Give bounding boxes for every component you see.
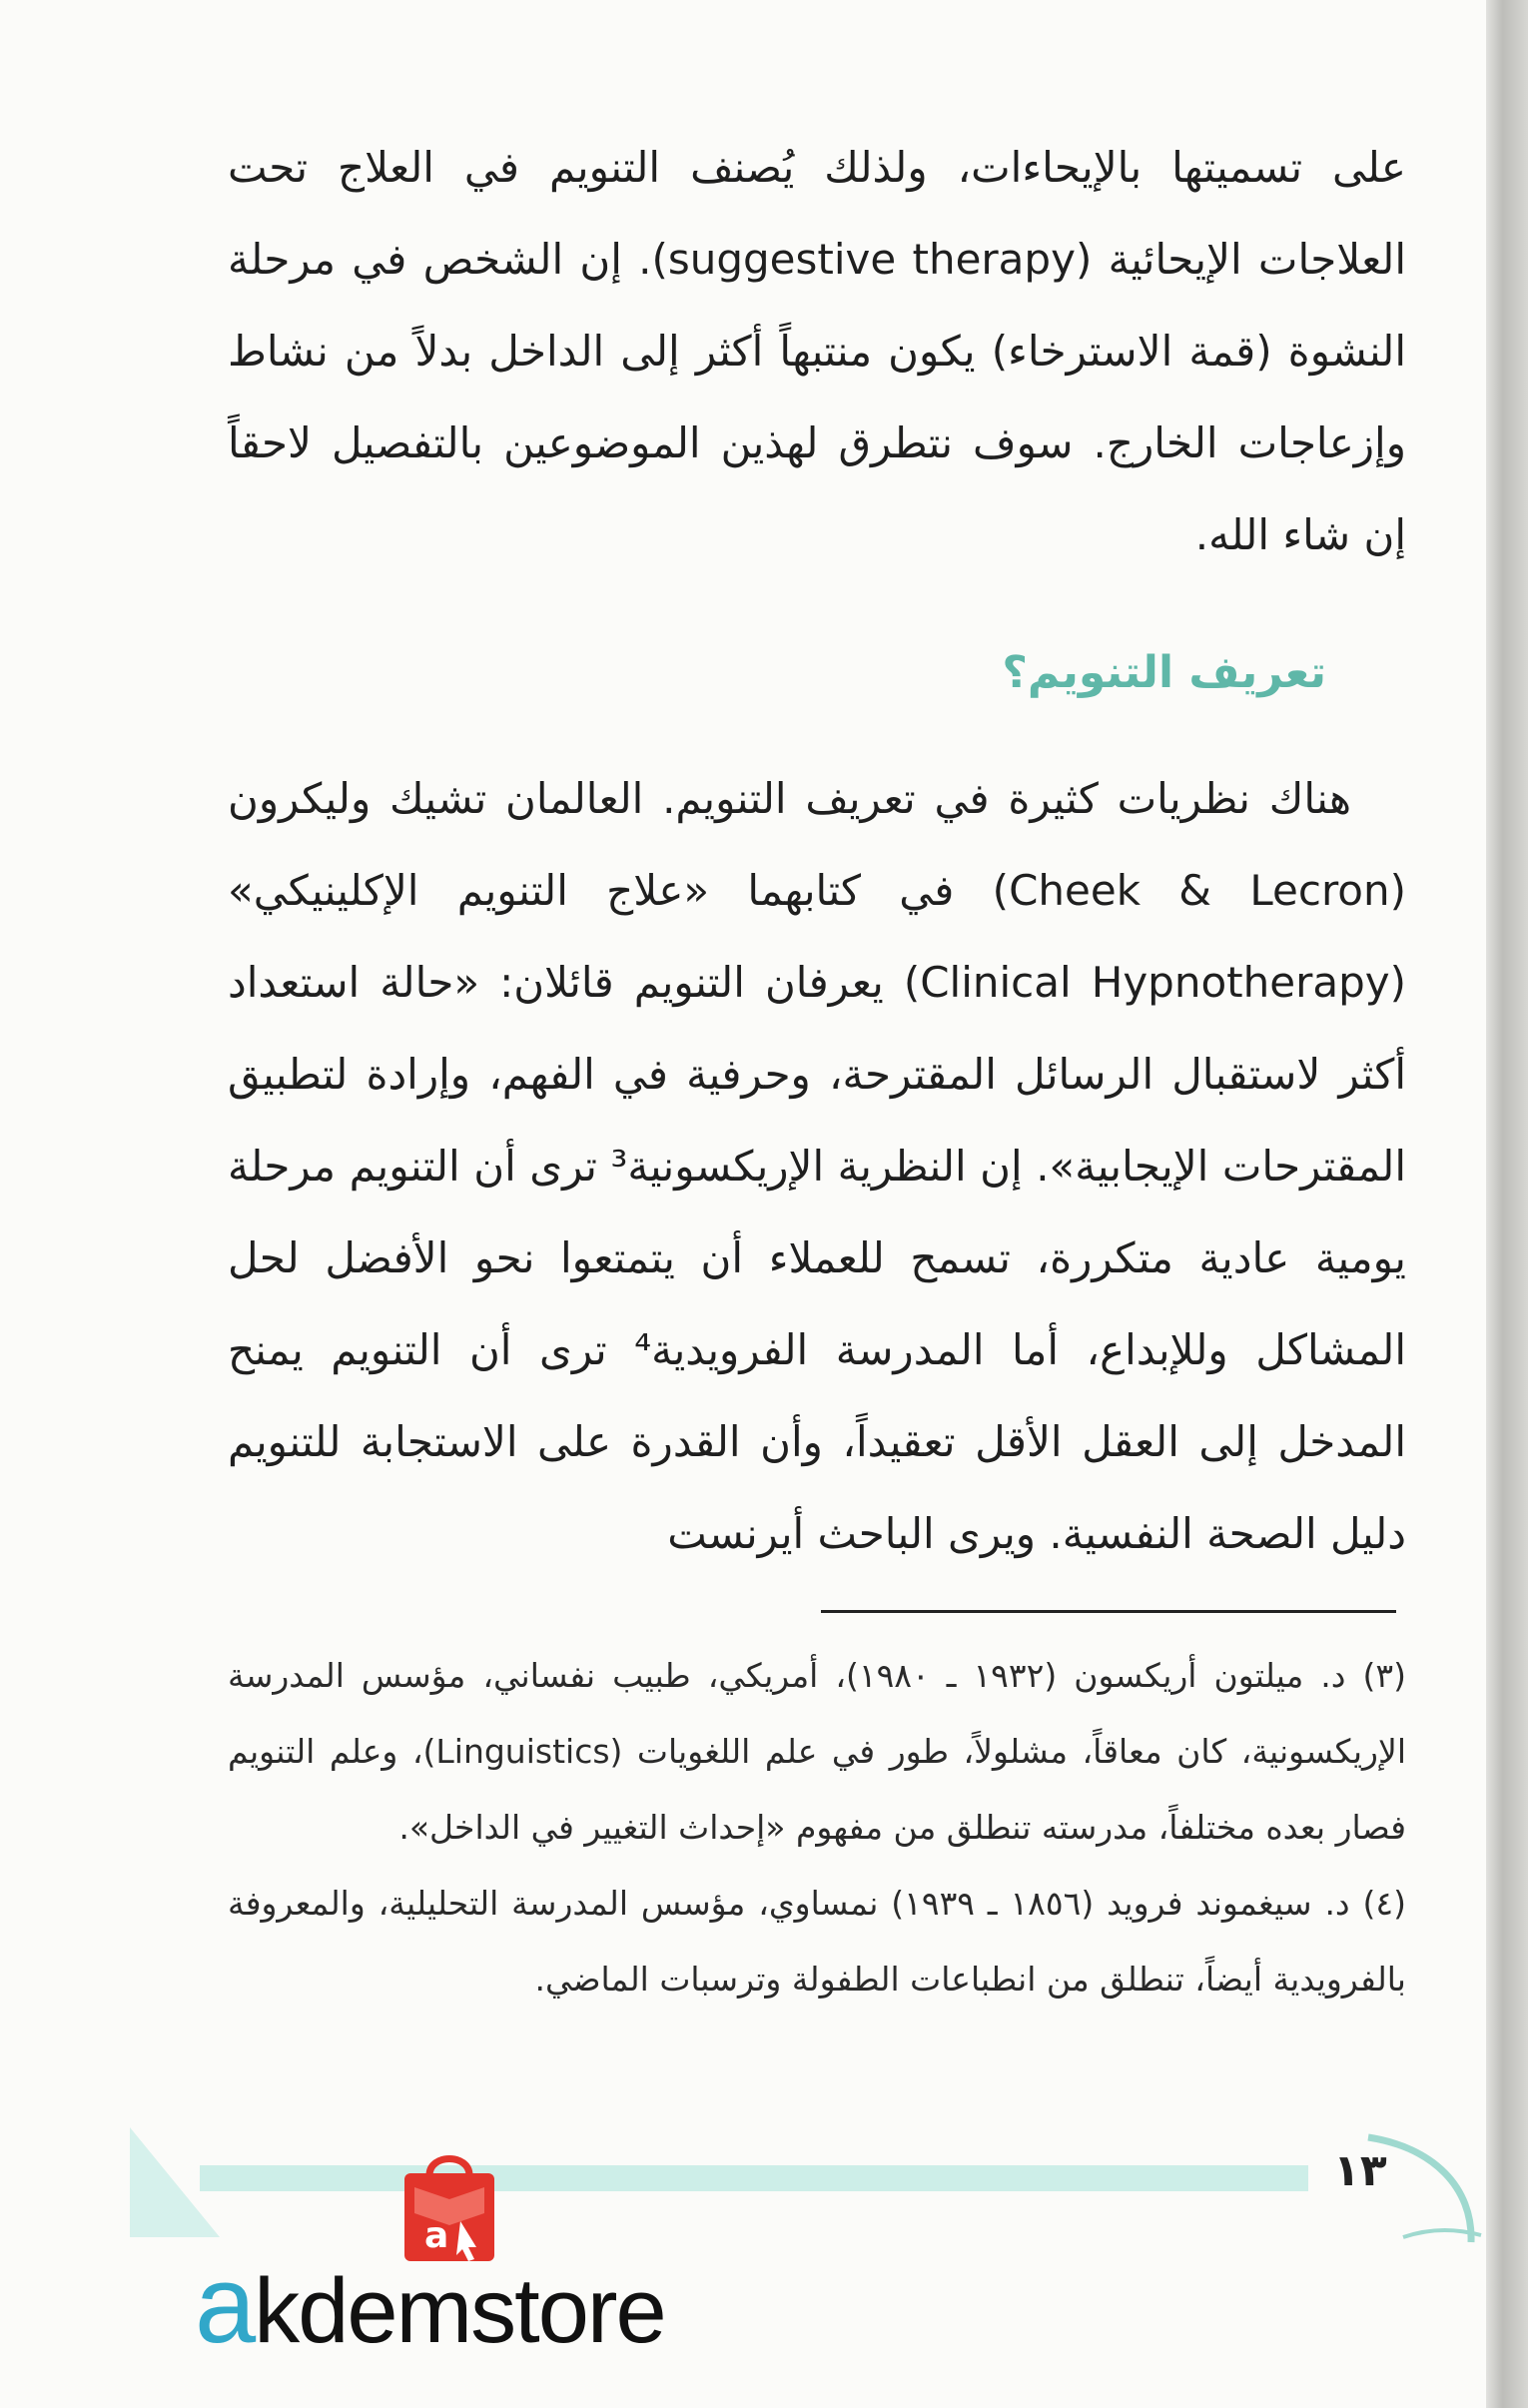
svg-text:a: a bbox=[424, 2215, 449, 2256]
footnote-separator bbox=[821, 1610, 1396, 1613]
logo-letters-rest: kdemstore bbox=[254, 2260, 665, 2362]
intro-paragraph: على تسميتها بالإيحاءات، ولذلك يُصنف التنويم في العلاج تحت العلاجات الإيحائية (suggestive therapy). إن الشخص في مرحلة النشوة (قمة الاسترخاء) يكون منتبهاً أكثر إلى الداخل بدلاً من نشاط وإزعاجات الخارج. سوف نتطرق لهذين الموضوعين بالتفصيل لاحقاً إن شاء الله. bbox=[228, 143, 1406, 559]
footnote-4: (٤) د. سيغموند فرويد (١٨٥٦ ـ ١٩٣٩) نمساوي، مؤسس المدرسة التحليلية، والمعروفة بالفرويدية أيضاً، تنطلق من انطباعات الطفولة وترسبات الماضي. bbox=[228, 1884, 1406, 1999]
section-heading: تعريف التنويم؟ bbox=[1002, 647, 1326, 698]
page-number: ١٣ bbox=[1333, 2145, 1387, 2196]
definition-paragraph: هناك نظريات كثيرة في تعريف التنويم. العالمان تشيك وليكرون (Cheek & Lecron) في كتابهما «علاج التنويم الإكلينيكي» (Clinical Hypnotherapy) يعرفان التنويم قائلان: «حالة استعداد أكثر لاستقبال الرسائل المقترحة، وحرفية في الفهم، وإرادة لتطبيق المقترحات الإيجابية». إن النظرية الإريكسونية³ ترى أن التنويم مرحلة يومية عادية متكررة، تسمح للعملاء أن يتمتعوا نحو الأفضل لحل المشاكل وللإبداع، أما المدرسة الفرويدية⁴ ترى أن التنويم يمنح المدخل إلى العقل الأقل تعقيداً، وأن القدرة على الاستجابة للتنويم دليل الصحة النفسية. ويرى الباحث أيرنست bbox=[228, 774, 1407, 1558]
store-logo bbox=[195, 2147, 754, 2366]
footnote-3: (٣) د. ميلتون أريكسون (١٩٣٢ ـ ١٩٨٠)، أمريكي، طبيب نفساني، مؤسس المدرسة الإريكسونية، كان معاقاً، مشلولاً، طور في علم اللغويات (Linguistics)، وعلم التنويم فصار بعده مختلفاً، مدرسته تنطلق من مفهوم «إحداث التغيير في الداخل». bbox=[228, 1656, 1406, 1847]
footnotes bbox=[228, 1638, 1406, 2017]
store-logo-wordmark bbox=[195, 2243, 665, 2366]
logo-letter-a: a bbox=[195, 2243, 255, 2366]
shopping-bag-icon bbox=[394, 2147, 504, 2267]
page-binding-edge bbox=[1486, 0, 1528, 2408]
